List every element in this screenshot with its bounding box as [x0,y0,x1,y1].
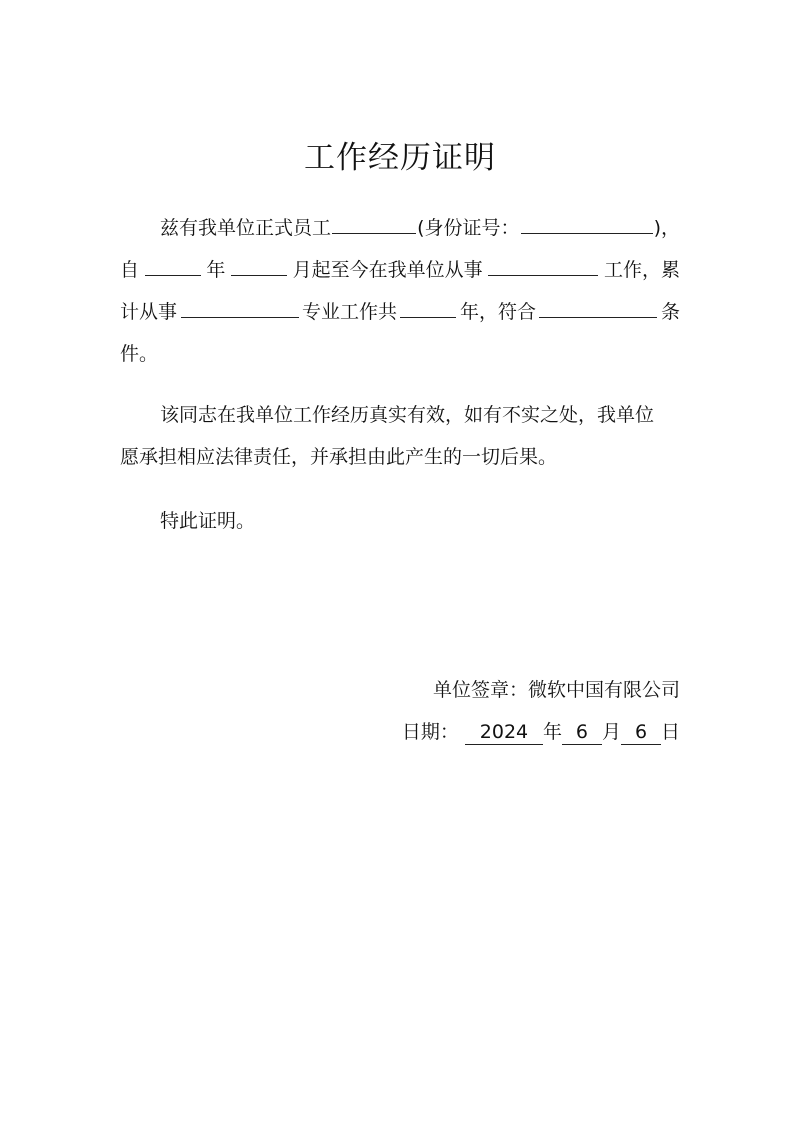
id-number-blank [521,213,653,234]
condition-blank [539,297,657,318]
paragraph-line: 愿承担相应法律责任，并承担由此产生的一切后果。 [120,446,558,468]
day-unit: 日 [660,721,680,743]
document-title: 工作经历证明 [304,140,496,176]
company-name: 微软中国有限公司 [527,679,680,701]
job-title-blank [488,255,598,276]
month-unit: 月 [601,721,621,743]
paragraph-employment [120,207,680,375]
start-year-blank [145,255,201,276]
employee-label: 兹有我单位正式员工 [160,217,332,239]
closing-text: 特此证明。 [160,510,256,532]
specialty-blank [181,297,299,318]
id-number-label: (身份证号： [417,217,520,239]
date-line [402,717,680,745]
employee-name-blank [332,213,416,234]
paragraph-line: 该同志在我单位工作经历真实有效，如有不实之处，我单位 [160,404,655,426]
condition-label: 条 [660,301,680,323]
year-unit: 年 [542,721,562,743]
paragraph-end: 件。 [120,343,159,365]
meets-label: 年，符合 [459,301,536,323]
date-day: 6 [621,721,661,745]
paragraph-guarantee [120,394,680,478]
date-label: 日期： [401,721,459,743]
from-label: 自 [120,259,140,281]
engaged-label: 计从事 [120,301,178,323]
position-intro: 月起至今在我单位从事 [292,259,483,281]
work-label: 工作，累 [603,259,680,281]
paragraph-line [120,291,680,333]
paragraph-closing [120,500,680,542]
start-month-blank [231,255,287,276]
date-year: 2024 [465,721,543,745]
paragraph-line [120,207,680,249]
years-total-blank [400,297,456,318]
paragraph-line [120,249,680,291]
signature-line [433,675,680,702]
paragraph-line [120,333,680,375]
specialty-label: 专业工作共 [301,301,397,323]
signature-label: 单位签章： [432,679,528,701]
id-number-close: )， [653,217,680,239]
date-month: 6 [562,721,602,745]
year-label: 年 [206,259,226,281]
